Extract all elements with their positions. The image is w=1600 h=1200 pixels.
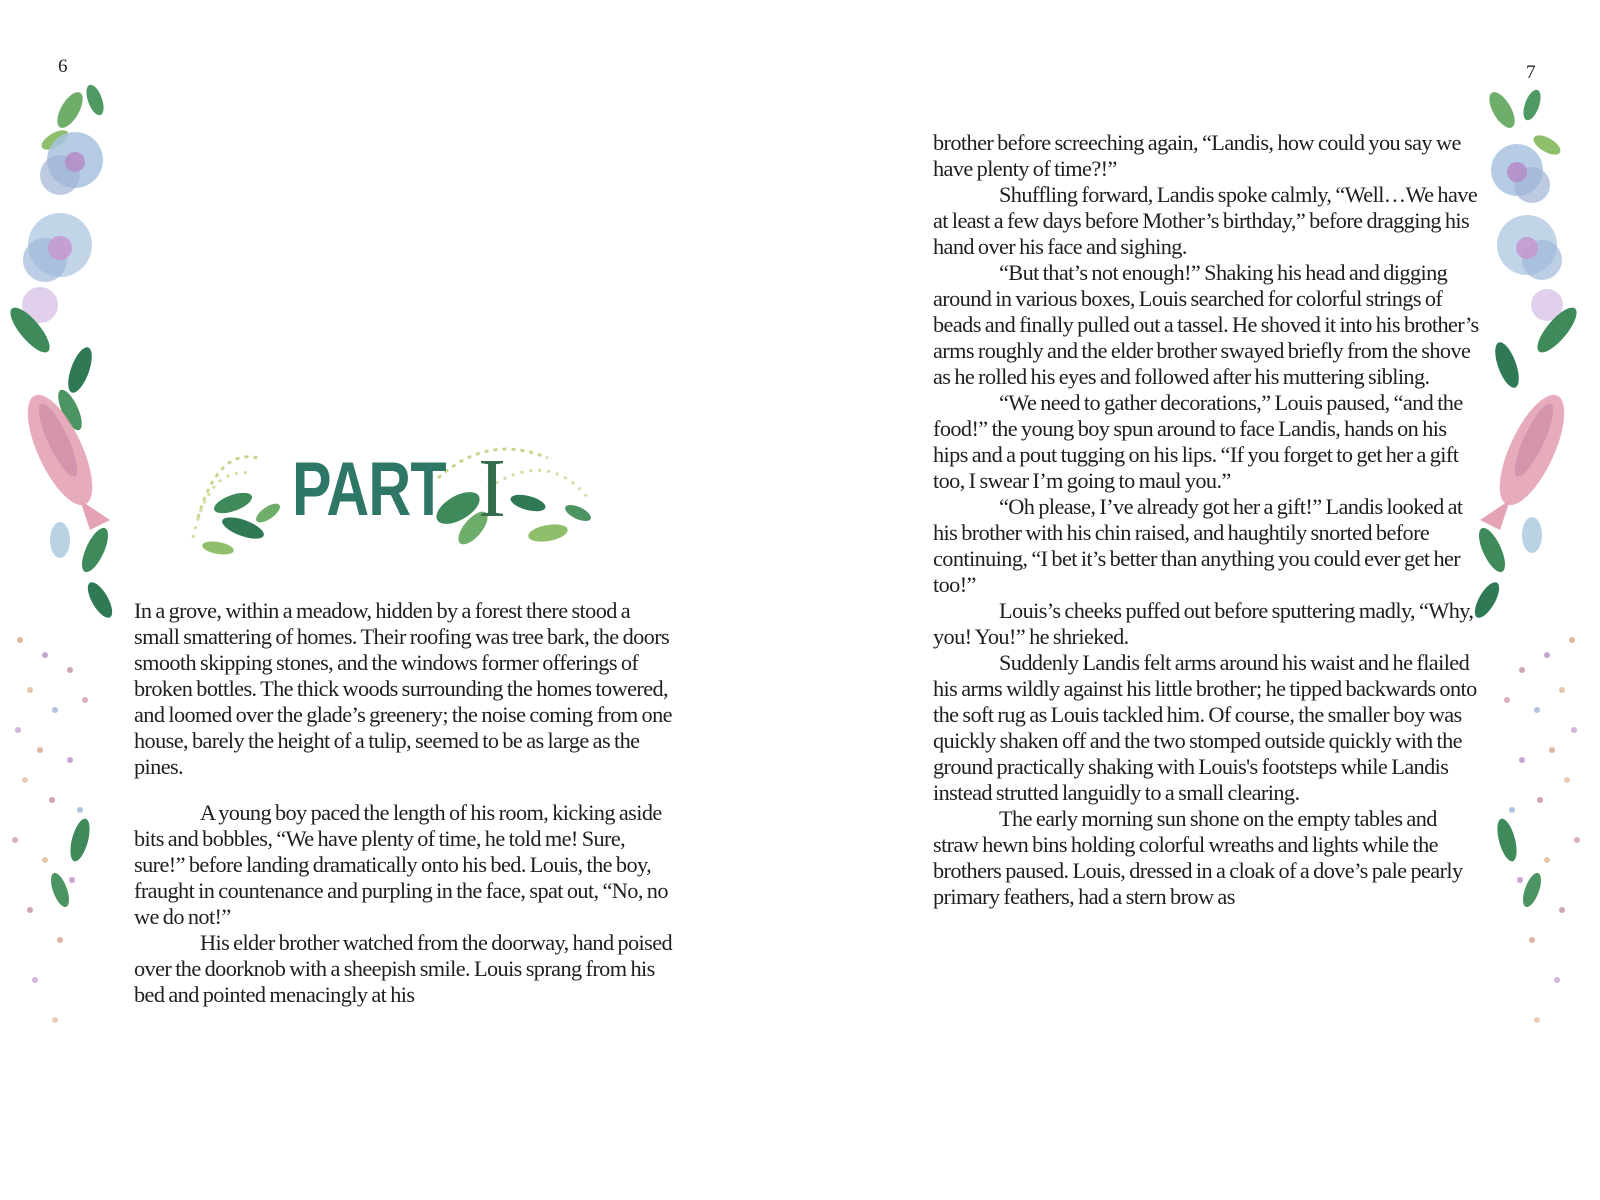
paragraph: “Oh please, I’ve already got her a gift!” Landis looked at his brother with his chin raised, and haughtily snorted before continuing, “I bet it’s better than anything you could ever get her too!” xyxy=(933,494,1463,597)
floral-border-left xyxy=(0,80,130,1060)
paragraph: The early morning sun shone on the empty tables and straw hewn bins holding colorful wreaths and lights while the brothers paused. Louis, dressed in a cloak of a dove’s pale pearly primary feathers, had a stern brow as xyxy=(933,806,1463,909)
floral-border-right xyxy=(1462,80,1592,1060)
chapter-heading xyxy=(188,428,608,568)
watercolor-flower-icon xyxy=(22,132,103,323)
page-number-right: 7 xyxy=(1526,62,1536,83)
paragraph: “But that’s not enough!” Shaking his head and digging around in various boxes, Louis searched for colorful strings of beads and finally pulled out a tassel. He shoved it into his brother’s arms roughly and the elder brother swayed briefly from the shove as he rolled his eyes and followed after his muttering sibling. xyxy=(933,260,1479,389)
leaf-icon xyxy=(1494,817,1545,910)
paragraph: Suddenly Landis felt arms around his waist and he flailed his arms wildly against his little brother; he tipped backwards onto the soft rug as Louis tackled him. Of course, the smaller boy was quickly shaken off and the two stomped outside quickly with the ground practically shaking with Louis's footsteps while Landis instead strutted languidly to a small clearing. xyxy=(933,650,1477,805)
watercolor-flower-icon xyxy=(1491,144,1563,321)
paragraph: His elder brother watched from the doorway, hand poised over the doorknob with a sheepish smile. Louis sprang from his bed and pointed menacingly at his xyxy=(134,930,673,1007)
fish-icon xyxy=(1480,386,1577,530)
chapter-heading-word: PART xyxy=(292,447,446,532)
right-page-body xyxy=(933,130,1479,910)
paint-dots xyxy=(1504,637,1580,1023)
left-page-body xyxy=(134,598,674,1008)
paragraph: In a grove, within a meadow, hidden by a forest there stood a small smattering of homes. Their roofing was tree bark, the doors smooth skipping stones, and the windows former offerings of broken bottles. The thick woods surrounding the homes towered, and loomed over the glade’s greenery; the noise coming from one house, barely the height of a tulip, seemed to be as large as the pines. xyxy=(134,598,672,779)
paragraph: “We need to gather decorations,” Louis paused, “and the food!” the young boy spun around to face Landis, hands on his hips and a pout tugging on his lips. “If you forget to get her a gift too, I swear I’m going to maul you.” xyxy=(933,390,1463,493)
leaf-icon xyxy=(47,817,93,910)
paragraph: A young boy paced the length of his room, kicking aside bits and bobbles, “We have plenty of time, he told me! Sure, sure!” before landing dramatically onto his bed. Louis, the boy, fraught in countenance and purpling in the face, spat out, “No, no we do not!” xyxy=(134,800,668,929)
page-number-left: 6 xyxy=(58,56,68,77)
paragraph: Louis’s cheeks puffed out before sputtering madly, “Why, you! You!” he shrieked. xyxy=(933,598,1474,649)
leaf-icon xyxy=(50,522,117,621)
chapter-heading-numeral: I xyxy=(478,442,506,535)
paragraph: Shuffling forward, Landis spoke calmly, “Well…We have at least a few days before Mother’s birthday,” before dragging his hand over his face and sighing. xyxy=(933,182,1478,259)
leaf-icon xyxy=(1470,517,1542,621)
paragraph: brother before screeching again, “Landis, how could you say we have plenty of time?!” xyxy=(933,130,1461,181)
